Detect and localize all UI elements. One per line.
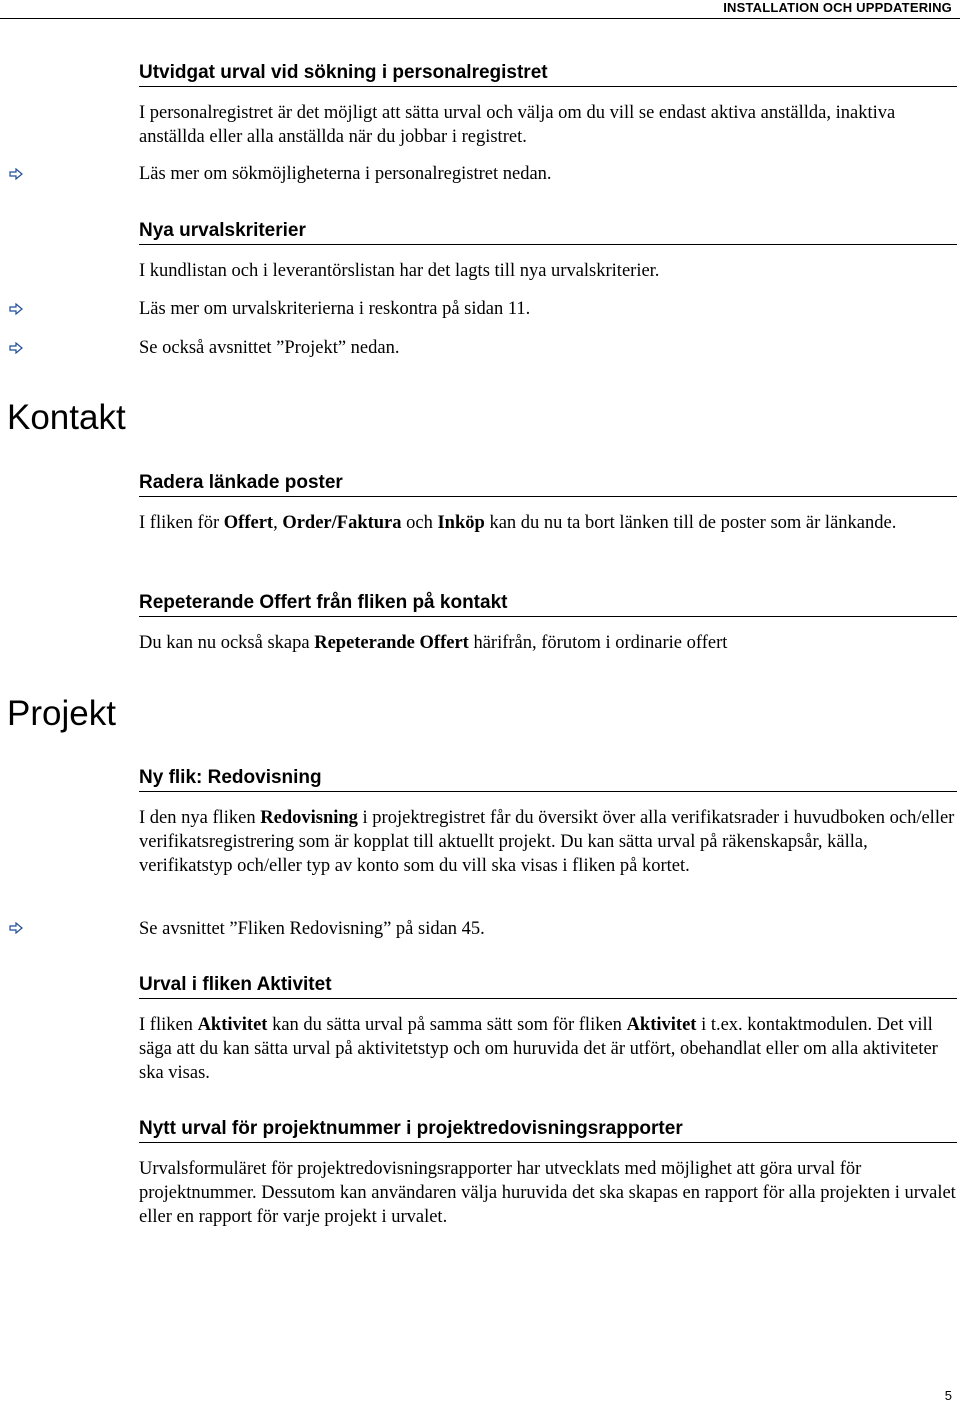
- paragraph-nya-urvalskriterier: I kundlistan och i leverantörslistan har det lagts till nya urvalskriterier.: [139, 261, 660, 281]
- paragraph-nytt-urval-projektnummer: Urvalsformuläret för projektredovisningsrapporter har utvecklats med möjlighet att göra urval för projektnummer. Dessutom kan användaren välja huruvida det ska skapas en rapport för alla projekten i urvalet eller en rapport för varje projekt i urvalet.: [139, 1159, 956, 1227]
- section-heading-nytt-urval-projektnummer: Nytt urval för projektnummer i projektredovisningsrapporter: [139, 1117, 957, 1143]
- chapter-title-projekt: Projekt: [7, 694, 116, 733]
- section-heading-radera-lankade-poster: Radera länkade poster: [139, 471, 957, 497]
- section-heading-utvidgat-urval: Utvidgat urval vid sökning i personalregistret: [139, 61, 957, 87]
- header-divider: [0, 18, 960, 19]
- reference-link-projekt[interactable]: Se också avsnittet ”Projekt” nedan.: [139, 338, 400, 358]
- reference-arrow-icon: [9, 303, 23, 315]
- reference-arrow-icon: [9, 168, 23, 180]
- section-heading-repeterande-offert: Repeterande Offert från fliken på kontakt: [139, 591, 957, 617]
- chapter-title-kontakt: Kontakt: [7, 398, 126, 437]
- page-number: 5: [944, 1388, 952, 1403]
- reference-link-fliken-redovisning[interactable]: Se avsnittet ”Fliken Redovisning” på sidan 45.: [139, 919, 485, 939]
- section-heading-nya-urvalskriterier: Nya urvalskriterier: [139, 219, 957, 245]
- section-heading-ny-flik-redovisning: Ny flik: Redovisning: [139, 766, 957, 792]
- reference-arrow-icon: [9, 922, 23, 934]
- section-heading-urval-fliken-aktivitet: Urval i fliken Aktivitet: [139, 973, 957, 999]
- reference-link-sokmojligheter[interactable]: Läs mer om sökmöjligheterna i personalregistret nedan.: [139, 164, 552, 184]
- paragraph-ny-flik-redovisning: I den nya fliken Redovisning i projektregistret får du översikt över alla verifikatsrader i huvudboken och/eller verifikatsregistrering som är kopplat till aktuellt projekt. Du kan sätta urval på räkenskapsår, källa, verifikatstyp och/eller typ av konto som du vill ska visas i fliken på kortet.: [139, 808, 955, 876]
- reference-arrow-icon: [9, 342, 23, 354]
- paragraph-utvidgat-urval: I personalregistret är det möjligt att sätta urval och välja om du vill se endast aktiva anställda, inaktiva anställda eller alla anställda när du jobbar i registret.: [139, 103, 896, 147]
- paragraph-radera-lankade-poster: I fliken för Offert, Order/Faktura och Inköp kan du nu ta bort länken till de poster som är länkande.: [139, 513, 897, 533]
- paragraph-repeterande-offert: Du kan nu också skapa Repeterande Offert härifrån, förutom i ordinarie offert: [139, 633, 728, 653]
- reference-link-reskontra[interactable]: Läs mer om urvalskriterierna i reskontra på sidan 11.: [139, 299, 531, 319]
- running-header: INSTALLATION OCH UPPDATERING: [723, 0, 952, 15]
- paragraph-urval-fliken-aktivitet: I fliken Aktivitet kan du sätta urval på samma sätt som för fliken Aktivitet i t.ex. kontaktmodulen. Det vill säga att du kan sätta urval på aktivitetstyp och om huruvida det är utfört, obehandlat eller om alla aktiviteter ska visas.: [139, 1015, 938, 1083]
